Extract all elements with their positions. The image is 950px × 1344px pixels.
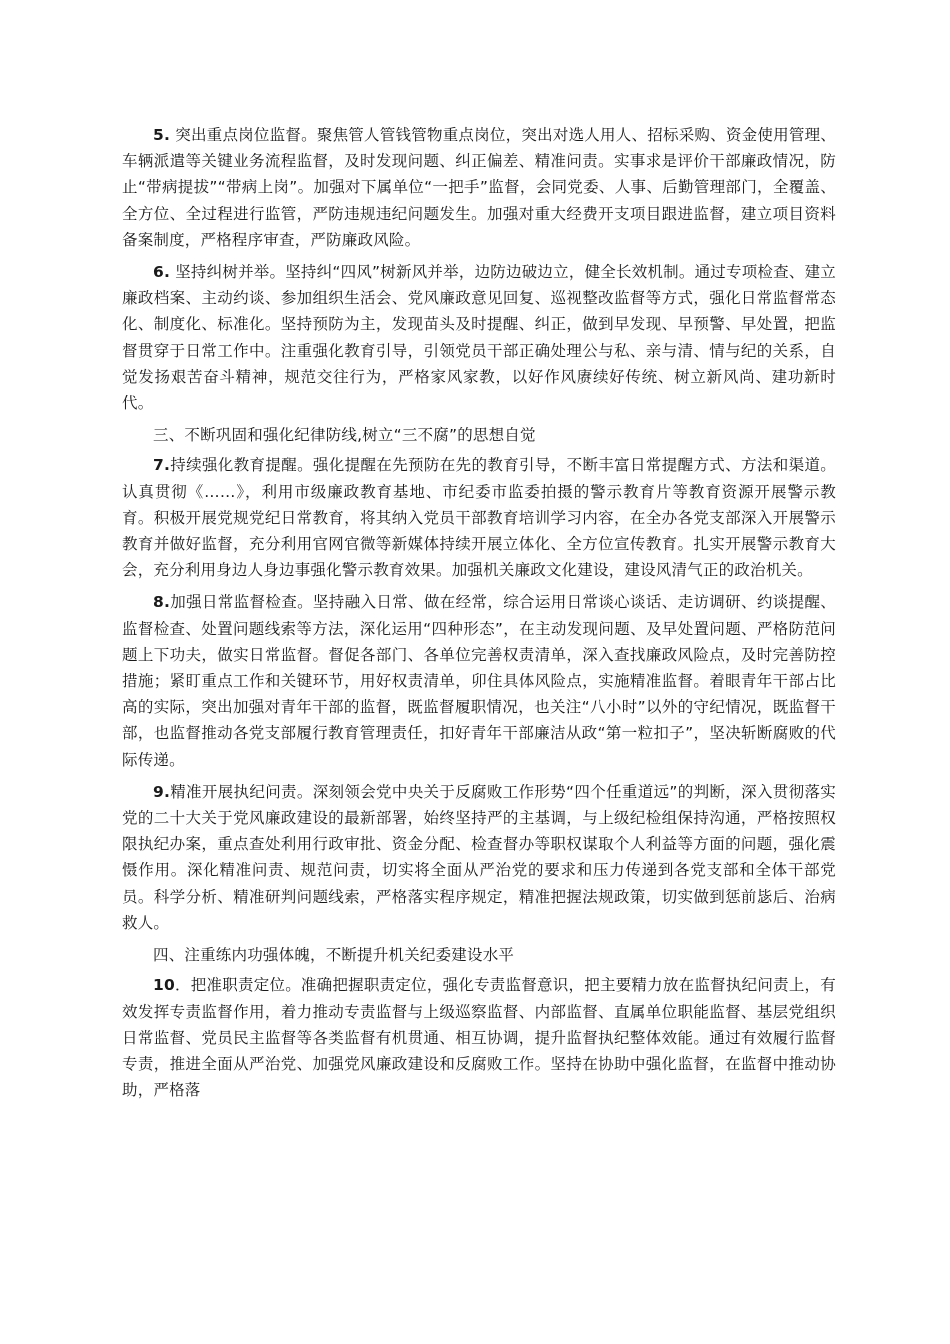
item-number: 9. — [153, 782, 171, 801]
item-number: 10 — [153, 976, 175, 995]
paragraph-text: 持续强化教育提醒。强化提醒在先预防在先的教育引导，不断丰富日常提醒方式、方法和渠道。认真贯彻《……》，利用市级廉政教育基地、市纪委市监委拍摄的警示教育片等教育资源开展警示教育。积极开展党规党纪日常教育，将其纳入党员干部教育培训学习内容，在全办各党支部深入开展警示教育并做好监督，充分利用官网官微等新媒体持续开展立体化、全方位宣传教育。扎实开展警示教育大会，充分利用身边人身边事强化警示教育效果。加强机关廉政文化建设，建设风清气正的政治机关。 — [122, 456, 836, 580]
item-number: 7. — [153, 456, 171, 475]
paragraph-text: 加强日常监督检查。坚持融入日常、做在经常，综合运用日常谈心谈话、走访调研、约谈提醒、监督检查、处置问题线索等方法，深化运用“四种形态”，在主动发现问题、及早处置问题、严格防范问题上下功夫，做实日常监督。督促各部门、各单位完善权责清单，深入查找廉政风险点，及时完善防控措施；紧盯重点工作和关键环节，用好权责清单，卯住具体风险点，实施精准监督。着眼青年干部占比高的实际，突出加强对青年干部的监督，既监督履职情况，也关注“八小时”以外的守纪情况，既监督干部，也监督推动各党支部履行教育管理责任，扣好青年干部廉洁从政“第一粒扣子”，坚决斩断腐败的代际传递。 — [122, 593, 836, 769]
section-heading-3: 三、不断巩固和强化纪律防线,树立“三不腐”的思想自觉 — [153, 426, 536, 445]
paragraph-item-9 — [122, 779, 836, 936]
item-number: 5. — [153, 126, 171, 144]
paragraph-text: ．把准职责定位。准确把握职责定位，强化专责监督意识，把主要精力放在监督执纪问责上，有效发挥专责监督作用，着力推动专责监督与上级巡察监督、内部监督、直属单位职能监督、基层党组织日常监督、党员民主监督等各类监督有机贯通、相互协调，提升监督执纪整体效能。通过有效履行监督专责，推进全面从严治党、加强党风廉政建设和反腐败工作。坚持在协助中强化监督，在监督中推动协助，严格落 — [122, 976, 836, 1100]
section-heading-4: 四、注重练内功强体魄，不断提升机关纪委建设水平 — [153, 946, 515, 965]
paragraph-item-10 — [122, 972, 836, 1103]
paragraph-item-6 — [122, 259, 836, 416]
item-number: 8. — [153, 593, 171, 612]
document-page — [122, 122, 836, 1109]
paragraph-item-5 — [122, 122, 836, 253]
paragraph-text: 突出重点岗位监督。聚焦管人管钱管物重点岗位，突出对选人用人、招标采购、资金使用管理、车辆派遣等关键业务流程监督，及时发现问题、纠正偏差、精准问责。实事求是评价干部廉政情况，防止“带病提拔”“带病上岗”。加强对下属单位“一把手”监督，会同党委、人事、后勤管理部门，全覆盖、全方位、全过程进行监管，严防违规违纪问题发生。加强对重大经费开支项目跟进监督，建立项目资料备案制度，严格程序审查，严防廉政风险。 — [122, 126, 836, 249]
paragraph-item-8 — [122, 589, 836, 772]
paragraph-item-7 — [122, 452, 836, 583]
item-number: 6. — [153, 263, 171, 282]
paragraph-text: 精准开展执纪问责。深刻领会党中央关于反腐败工作形势“四个任重道远”的判断，深入贯彻落实党的二十大关于党风廉政建设的最新部署，始终坚持严的主基调，与上级纪检组保持沟通，严格按照权限执纪办案，重点查处利用行政审批、资金分配、检查督办等职权谋取个人利益等方面的问题，强化震慑作用。深化精准问责、规范问责，切实将全面从严治党的要求和压力传递到各党支部和全体干部党员。科学分析、精准研判问题线索，严格落实程序规定，精准把握法规政策，切实做到惩前毖后、治病救人。 — [122, 782, 836, 932]
paragraph-text: 坚持纠树并举。坚持纠“四风”树新风并举，边防边破边立，健全长效机制。通过专项检查、建立廉政档案、主动约谈、参加组织生活会、党风廉政意见回复、巡视整改监督等方式，强化日常监督常态化、制度化、标准化。坚持预防为主，发现苗头及时提醒、纠正，做到早发现、早预警、早处置，把监督贯穿于日常工作中。注重强化教育引导，引领党员干部正确处理公与私、亲与清、情与纪的关系，自觉发扬艰苦奋斗精神，规范交往行为，严格家风家教，以好作风赓续好传统、树立新风尚、建功新时代。 — [122, 263, 836, 413]
